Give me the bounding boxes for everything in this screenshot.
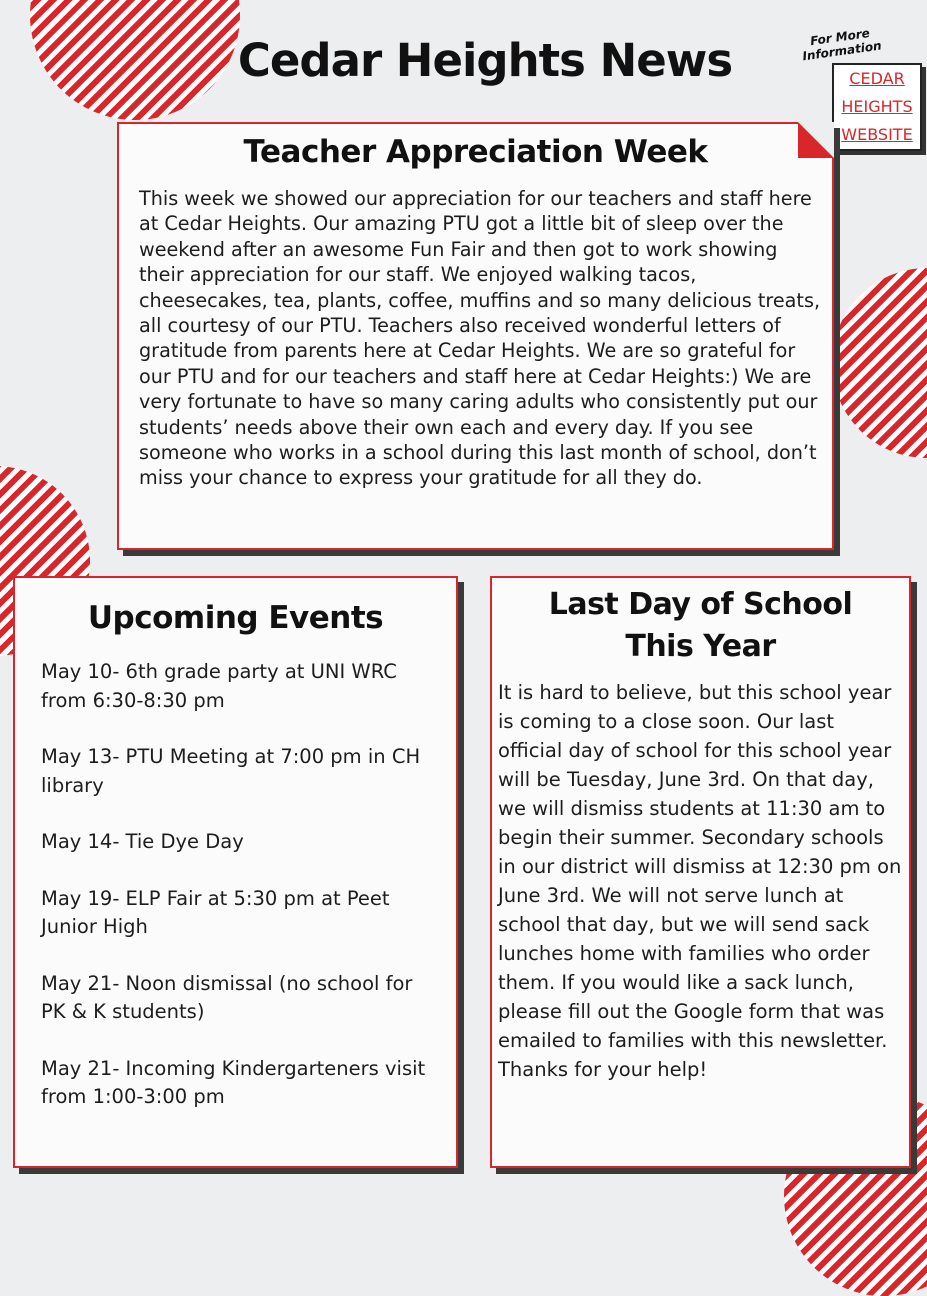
teacher-appreciation-title: Teacher Appreciation Week <box>243 134 708 170</box>
website-link-button[interactable]: CEDAR HEIGHTS WEBSITE <box>832 63 922 151</box>
page-fold-corner <box>798 122 834 158</box>
events-list <box>15 658 456 1112</box>
event-item: May 21- Noon dismissal (no school for PK & K students) <box>41 971 413 1023</box>
event-item: May 13- PTU Meeting at 7:00 pm in CH library <box>41 745 421 797</box>
last-day-title <box>492 584 909 668</box>
event-item: May 10- 6th grade party at UNI WRC from 6:30-8:30 pm <box>41 660 397 712</box>
upcoming-events-card <box>13 576 458 1168</box>
upcoming-events-title: Upcoming Events <box>87 600 384 636</box>
decorative-striped-circle <box>832 268 927 458</box>
event-item: May 14- Tie Dye Day <box>41 830 244 853</box>
last-day-title-line2: This Year <box>625 629 776 664</box>
last-day-body: It is hard to believe, but this school year is coming to a close soon. Our last official day of school for this school year will be Tuesday, June 3rd. On that day, we will dismiss students at 11:30 am to begin their summer. Secondary schools in our district will dismiss at 12:30 pm on June 3rd. We will not serve lunch at school that day, but we will send sack lunches home with families who order them. If you would like a sack lunch, please fill out the Google form that was emailed to families with this newsletter. Thanks for your help! <box>498 681 902 1081</box>
more-info-label: For More Information <box>801 25 883 64</box>
page-title: Cedar Heights News <box>237 34 733 87</box>
teacher-appreciation-card <box>117 122 834 550</box>
teacher-appreciation-body: This week we showed our appreciation for our teachers and staff here at Cedar Heights. Our amazing PTU got a little bit of sleep over the weekend after an awesome Fun Fair and then got to work showing their appreciation for our staff. We enjoyed walking tacos, cheesecakes, tea, plants, coffee, muffins and so many delicious treats, all courtesy of our PTU. Teachers also received wonderful letters of gratitude from parents here at Cedar Heights. We are so grateful for our PTU and for our teachers and staff here at Cedar Heights:) We are very fortunate to have so many caring adults who consistently put our students’ needs above their own each and every day. If you see someone who works in a school during this last month of school, don’t miss your chance to express your gratitude for all they do. <box>139 187 821 490</box>
event-item: May 19- ELP Fair at 5:30 pm at Peet Junior High <box>41 886 390 938</box>
last-day-card <box>490 576 911 1168</box>
event-item: May 21- Incoming Kindergarteners visit from 1:00-3:00 pm <box>41 1056 426 1108</box>
last-day-title-line1: Last Day of School <box>548 587 853 622</box>
